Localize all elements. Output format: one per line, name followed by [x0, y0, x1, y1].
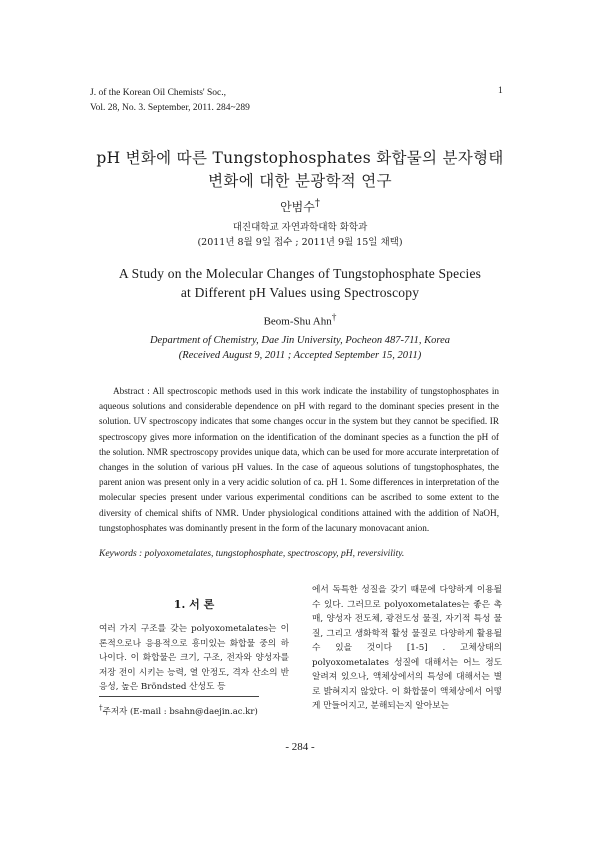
english-affiliation-block	[40, 333, 560, 363]
keywords	[99, 549, 519, 559]
english-title-line1: A Study on the Molecular Changes of Tungstophosphate Species	[118, 266, 482, 281]
english-title	[50, 264, 550, 302]
keywords-text: polyoxometalates, tungstophosphate, spectroscopy, pH, reversivility.	[144, 549, 405, 559]
corner-page-number: 1	[498, 86, 503, 96]
page-number: - 284 -	[285, 741, 315, 753]
journal-name: J. of the Korean Oil Chemists' Soc.,	[90, 88, 227, 98]
korean-author	[60, 198, 540, 215]
section-heading: 1. 서 론	[173, 598, 215, 611]
english-title-line2: at Different pH Values using Spectroscopy	[180, 285, 420, 300]
footnote-divider	[99, 696, 259, 697]
korean-affiliation: 대진대학교 자연과학대학 화학과	[232, 222, 368, 233]
korean-affiliation-block	[60, 220, 540, 250]
abstract-label: Abstract :	[113, 386, 150, 396]
journal-header	[90, 86, 250, 116]
body-left-paragraph: 여러 가지 구조를 갖는 polyoxometalates는 이론적으로나 응용적으로 흥미있는 화합물 중의 하나이다. 이 화합물은 크기, 구조, 전자와 양성자를 저장 전이 시키는 능력, 열 안정도, 격자 산소의 반응성, 높은 Bröndsted 산성도 등	[99, 624, 289, 692]
english-author-name: Beom-Shu Ahn	[263, 315, 332, 328]
korean-dates: (2011년 8월 9일 접수 ; 2011년 9월 15일 채택)	[197, 237, 403, 248]
english-author	[60, 313, 540, 328]
english-dates: (Received August 9, 2011 ; Accepted September 15, 2011)	[178, 350, 422, 361]
body-left-column	[99, 622, 289, 695]
footnote-mark: †	[99, 703, 103, 712]
korean-title-line2: 변화에 대한 분광학적 연구	[208, 172, 392, 190]
english-author-mark: †	[331, 313, 337, 323]
footnote-text: 주저자 (E-mail : bsahn@daejin.ac.kr)	[102, 706, 258, 717]
korean-title	[60, 147, 540, 193]
journal-volume: Vol. 28, No. 3. September, 2011. 284~289	[90, 103, 250, 113]
abstract	[99, 384, 499, 536]
korean-title-line1: pH 변화에 따른 Tungstophosphates 화합물의 분자형태	[96, 149, 504, 167]
english-affiliation: Department of Chemistry, Dae Jin University, Pocheon 487-711, Korea	[149, 335, 451, 346]
korean-author-name: 안범수	[280, 200, 315, 214]
footnote	[99, 703, 258, 717]
keywords-label: Keywords :	[99, 549, 143, 559]
abstract-text: All spectroscopic methods used in this work indicate the instability of tungstophosphates in aqueous solutions and considerable dependence on pH with regard to the dominant species present in the solution. UV spectroscopy indicates that some changes occur in the system but they cannot be specified. IR spectroscopy gives more information on the identification of the dominant species as a function the pH of the solution. NMR spectroscopy provides unique data, which can be used for more accurate interpretation of changes in the solution of various pH values. In the case of aqueous solutions of tungstophosphates, the parent anion was present only in a very acidic solution of ca. pH 1. Some differences in interpretation of the molecular species present under various experimental conditions can be ascribed to some extent to the diversity of chemical shifts of NMR. Under physiological conditions attained with the addition of NaOH, tungstophosphates was dominantly present in the form of the lacunary monovacant anion.	[99, 386, 499, 533]
korean-author-mark: †	[314, 198, 320, 209]
body-right-column	[312, 583, 502, 714]
body-right-paragraph: 에서 독특한 성질을 갖기 때문에 다양하게 이용될 수 있다. 그러므로 polyoxometalates는 좋은 촉매, 양성자 전도체, 광전도성 물질, 자기적 특성 물질, 그리고 생화학적 활성 물질로 다양하게 활용될 수 있을 것이다 [1-5] . 고체상태의 polyoxometalates 성질에 대해서는 어느 정도 알려져 있으나, 액체상에서의 특성에 대해서는 별로 밝혀지지 않았다. 이 화합물이 액체상에서 어떻게 만들어지고, 분해되는지 알아보는	[312, 585, 502, 711]
